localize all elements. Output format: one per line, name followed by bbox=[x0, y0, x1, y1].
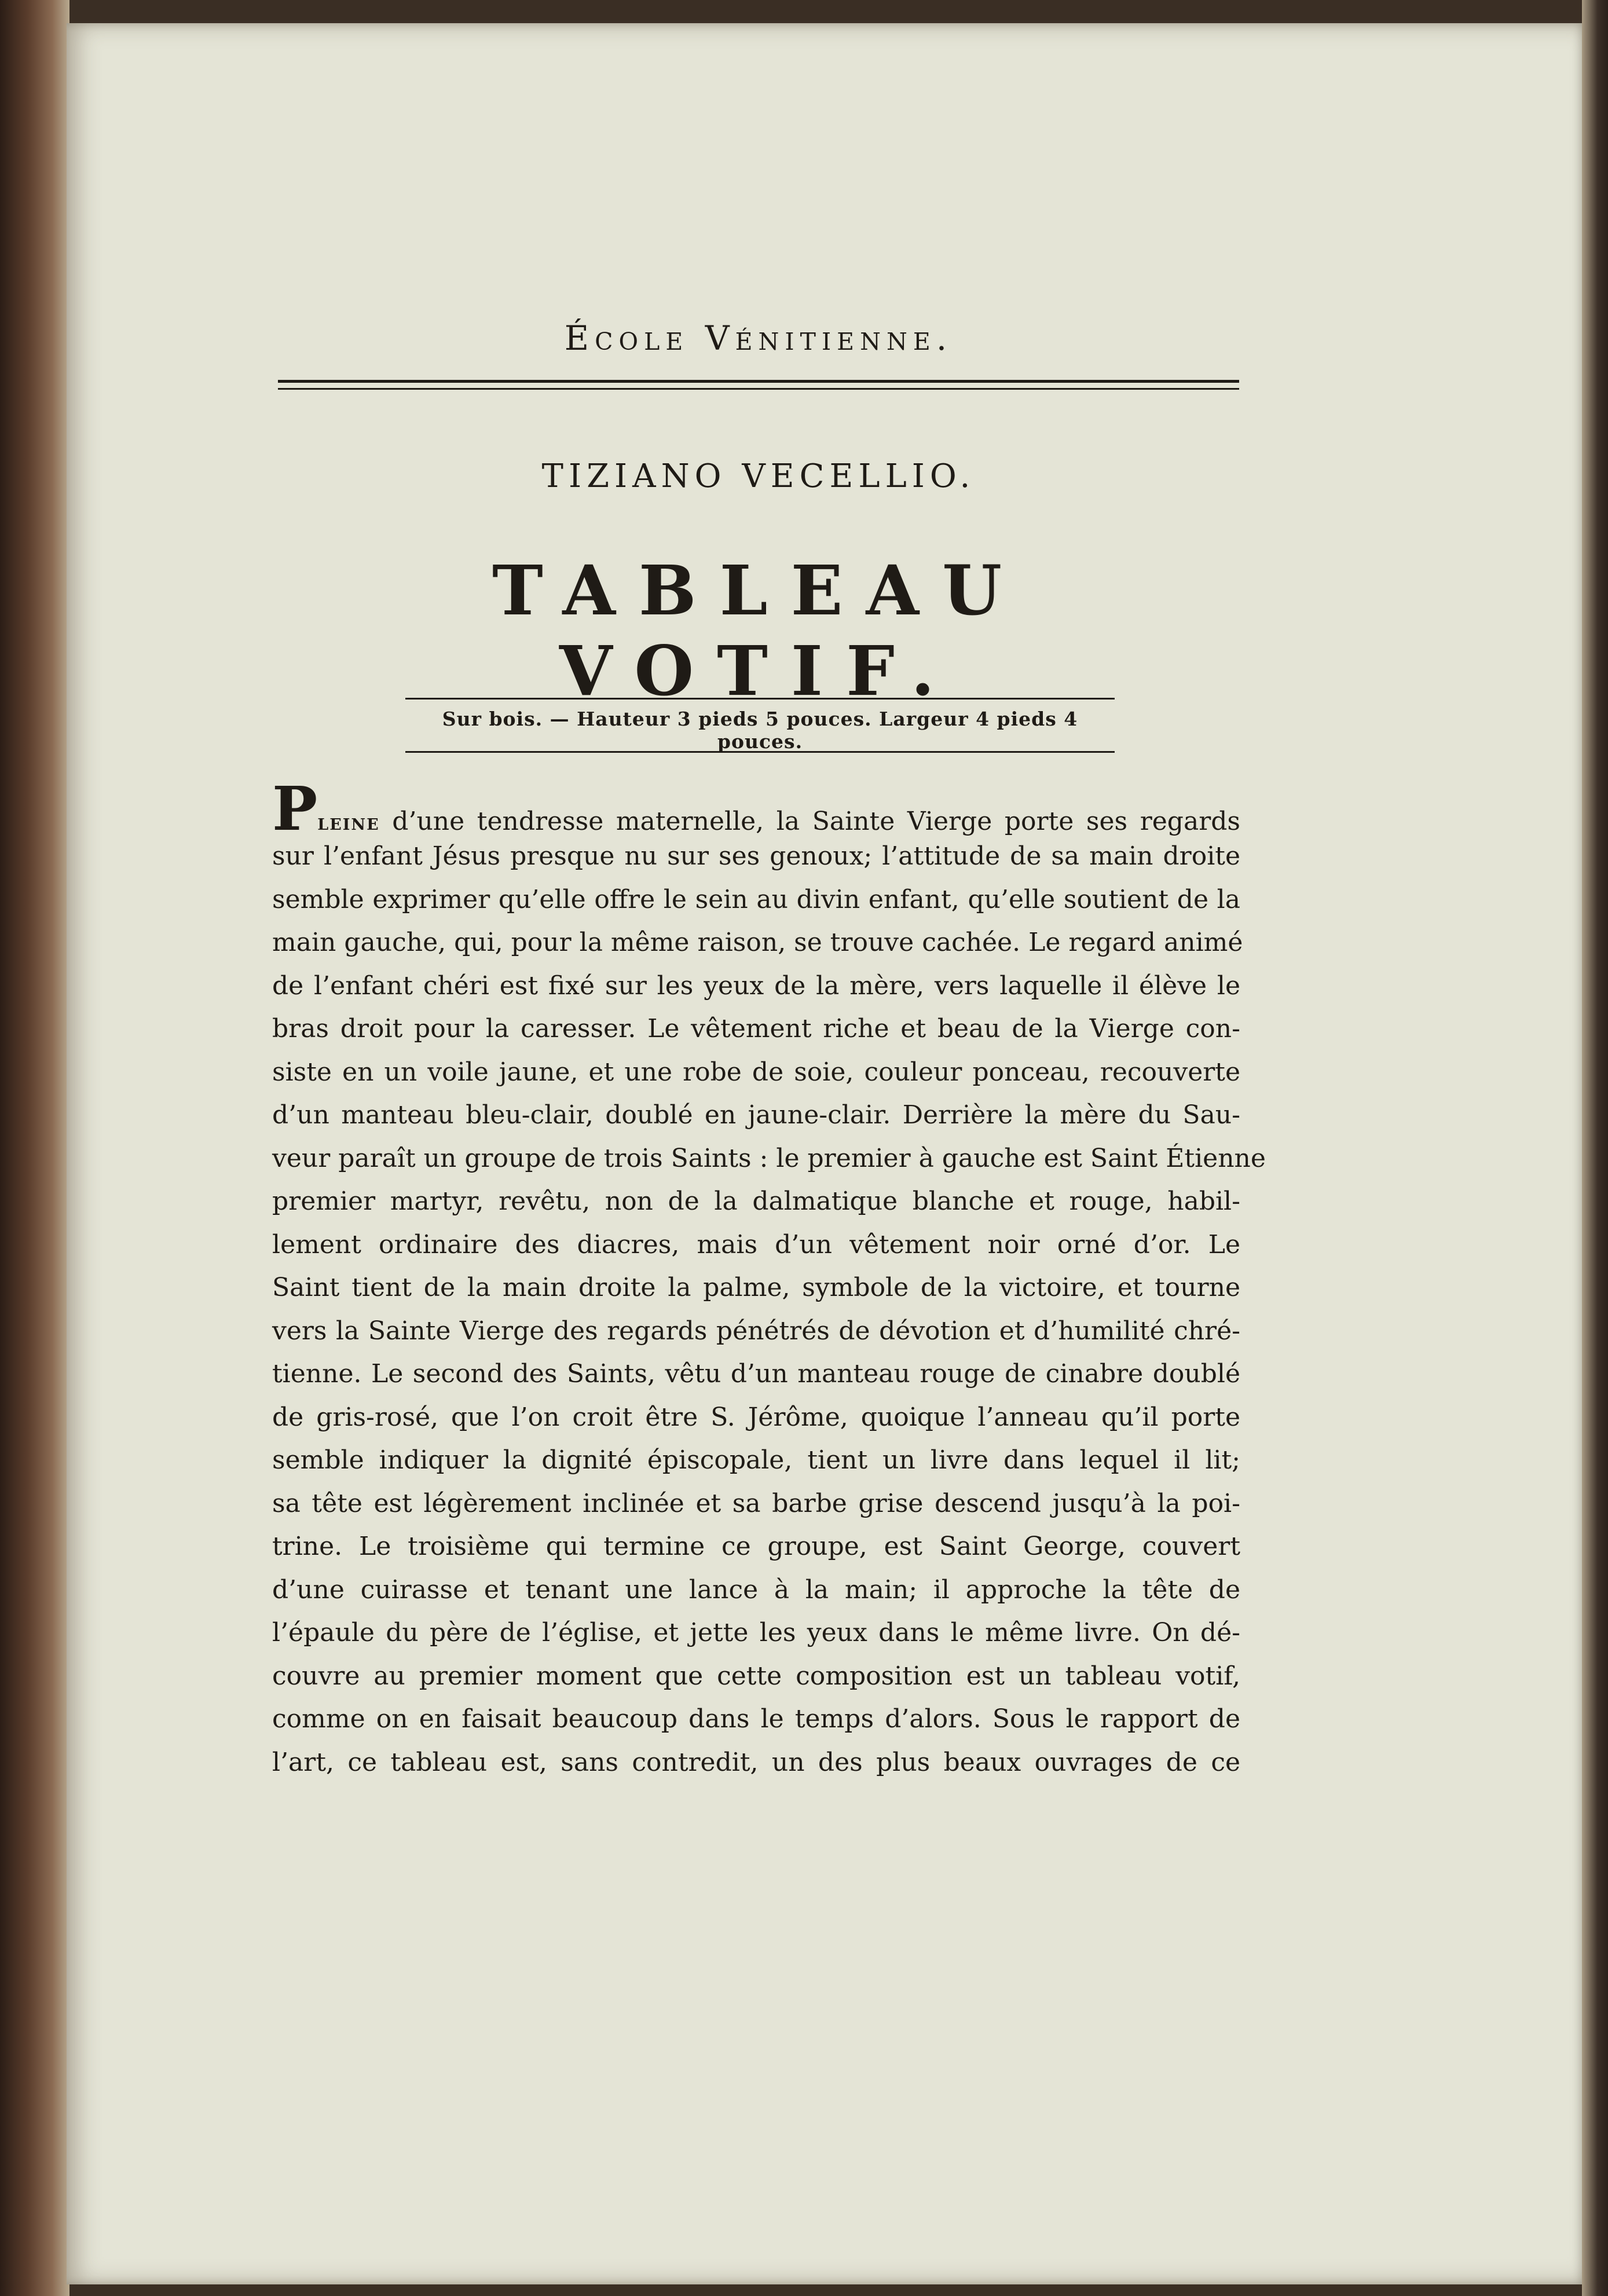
body-line: Saint tient de la main droite la palme, symbole de la victoire, et tourne bbox=[272, 1273, 1240, 1302]
body-line: semble exprimer qu’elle offre le sein au divin enfant, qu’elle soutient de la bbox=[272, 884, 1240, 914]
body-line bbox=[272, 773, 1240, 844]
body-line: siste en un voile jaune, et une robe de soie, couleur ponceau, recouverte bbox=[272, 1057, 1240, 1087]
body-text bbox=[272, 773, 1266, 1784]
body-line: l’art, ce tableau est, sans contredit, un des plus beaux ouvrages de ce bbox=[272, 1747, 1240, 1777]
body-line: d’une cuirasse et tenant une lance à la main; il approche la tête de bbox=[272, 1574, 1240, 1605]
body-line: tienne. Le second des Saints, vêtu d’un manteau rouge de cinabre doublé bbox=[272, 1359, 1240, 1389]
heading-rule-thin bbox=[278, 388, 1239, 390]
body-line: de l’enfant chéri est fixé sur les yeux de la mère, vers laquelle il élève le bbox=[272, 971, 1240, 1001]
school-heading: École Vénitienne. bbox=[564, 318, 953, 358]
first-word-smallcaps: leine bbox=[317, 809, 380, 835]
body-line: d’un manteau bleu-clair, doublé en jaune-clair. Derrière la mère du Sau- bbox=[272, 1100, 1240, 1130]
body-line: comme on en faisait beaucoup dans le temps d’alors. Sous le rapport de bbox=[272, 1704, 1240, 1734]
body-line: couvre au premier moment que cette composition est un tableau votif, bbox=[272, 1661, 1240, 1691]
body-line: sur l’enfant Jésus presque nu sur ses genoux; l’attitude de sa main droite bbox=[272, 841, 1240, 871]
body-line: semble indiquer la dignité épiscopale, tient un livre dans lequel il lit; bbox=[272, 1445, 1240, 1475]
dimensions-line: Sur bois. — Hauteur 3 pieds 5 pouces. Largeur 4 pieds 4 pouces. bbox=[442, 708, 1078, 753]
heading-rule-thick bbox=[278, 380, 1239, 383]
page-title: TABLEAU VOTIF. bbox=[492, 550, 1025, 711]
first-line-rest: d’une tendresse maternelle, la Sainte Vierge porte ses regards bbox=[379, 807, 1240, 836]
body-line: trine. Le troisième qui termine ce groupe, est Saint George, couvert bbox=[272, 1532, 1240, 1561]
body-line: lement ordinaire des diacres, mais d’un vêtement noir orné d’or. Le bbox=[272, 1229, 1240, 1259]
dimensions-rule-bottom bbox=[405, 751, 1115, 753]
body-line: l’épaule du père de l’église, et jette les yeux dans le même livre. On dé- bbox=[272, 1618, 1240, 1647]
body-line: main gauche, qui, pour la même raison, se trouve cachée. Le regard animé bbox=[272, 928, 1243, 957]
body-line: de gris-rosé, que l’on croit être S. Jérôme, quoique l’anneau qu’il porte bbox=[272, 1402, 1240, 1432]
dimensions-rule-top bbox=[405, 698, 1115, 700]
body-line: veur paraît un groupe de trois Saints : le premier à gauche est Saint Étienne bbox=[272, 1143, 1266, 1173]
body-line: premier martyr, revêtu, non de la dalmatique blanche et rouge, habil- bbox=[272, 1187, 1240, 1216]
body-line: sa tête est légèrement inclinée et sa barbe grise descend jusqu’à la poi- bbox=[272, 1488, 1240, 1518]
body-line: vers la Sainte Vierge des regards pénétrés de dévotion et d’humilité chré- bbox=[272, 1316, 1240, 1346]
drop-cap: P bbox=[272, 773, 318, 844]
body-line: bras droit pour la caresser. Le vêtement riche et beau de la Vierge con- bbox=[272, 1014, 1240, 1043]
artist-name: TIZIANO VECELLIO. bbox=[541, 457, 976, 495]
